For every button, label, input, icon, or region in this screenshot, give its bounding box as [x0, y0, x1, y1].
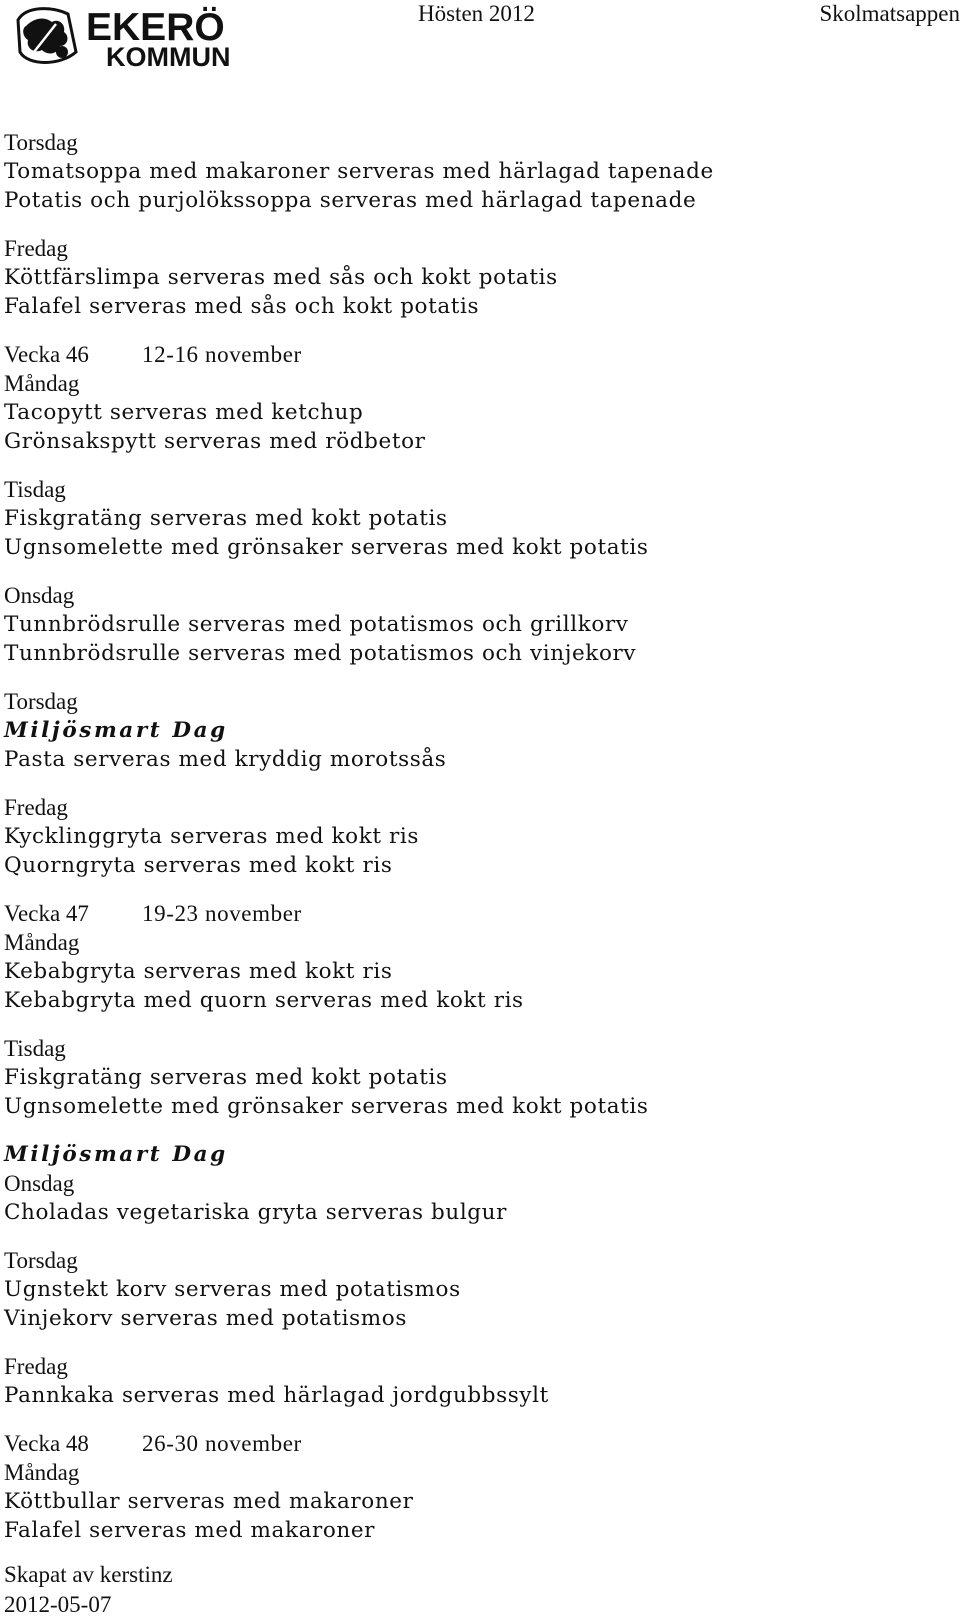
special-day-label: Miljösmart Dag — [4, 718, 228, 743]
special-day-label: Miljösmart Dag — [4, 1142, 228, 1167]
day-block — [4, 475, 944, 562]
logo-line1: EKERÖ — [86, 6, 225, 49]
dish: Ugnstekt korv serveras med potatismos — [4, 1277, 461, 1302]
week-number: Vecka 47 — [4, 901, 89, 926]
day-block — [4, 1140, 944, 1227]
day-block — [4, 369, 944, 456]
day-label: Torsdag — [4, 1248, 78, 1273]
week-header — [4, 340, 944, 369]
day-label: Måndag — [4, 371, 80, 396]
day-block — [4, 1246, 944, 1333]
page-title: Hösten 2012 — [418, 1, 535, 26]
dish: Köttfärslimpa serveras med sås och kokt potatis — [4, 265, 558, 290]
dish: Quorngryta serveras med kokt ris — [4, 853, 393, 878]
dish: Fiskgratäng serveras med kokt potatis — [4, 1065, 448, 1090]
dish: Tomatsoppa med makaroner serveras med härlagad tapenade — [4, 159, 714, 184]
dish: Tacopytt serveras med ketchup — [4, 400, 364, 425]
dish: Köttbullar serveras med makaroner — [4, 1489, 414, 1514]
dish: Pasta serveras med kryddig morotssås — [4, 747, 447, 772]
day-block — [4, 234, 944, 321]
week-number: Vecka 46 — [4, 342, 89, 367]
day-block — [4, 581, 944, 668]
dish: Kycklinggryta serveras med kokt ris — [4, 824, 419, 849]
day-label: Torsdag — [4, 130, 78, 155]
ekero-kommun-logo — [12, 4, 294, 68]
dish: Falafel serveras med makaroner — [4, 1518, 376, 1543]
dish: Potatis och purjolökssoppa serveras med härlagad tapenade — [4, 188, 697, 213]
day-label: Måndag — [4, 1460, 80, 1485]
dish: Ugnsomelette med grönsaker serveras med kokt potatis — [4, 1094, 649, 1119]
day-label: Onsdag — [4, 583, 75, 608]
week-header — [4, 899, 944, 928]
day-block — [4, 793, 944, 880]
menu-list — [4, 128, 944, 1545]
page-header — [0, 0, 960, 80]
created-date: 2012-05-07 — [4, 1592, 112, 1617]
week-number: Vecka 48 — [4, 1431, 89, 1456]
dish: Fiskgratäng serveras med kokt potatis — [4, 506, 448, 531]
day-label: Måndag — [4, 930, 80, 955]
oak-leaf-icon — [18, 9, 76, 63]
dish: Grönsakspytt serveras med rödbetor — [4, 429, 426, 454]
day-label: Fredag — [4, 795, 68, 820]
dish: Falafel serveras med sås och kokt potatis — [4, 294, 480, 319]
dish: Vinjekorv serveras med potatismos — [4, 1306, 407, 1331]
day-label: Fredag — [4, 236, 68, 261]
week-dates: 12-16 november — [142, 342, 302, 367]
week-dates: 19-23 november — [142, 901, 302, 926]
dish: Ugnsomelette med grönsaker serveras med kokt potatis — [4, 535, 649, 560]
day-label: Tisdag — [4, 1036, 66, 1061]
created-by: Skapat av kerstinz — [4, 1562, 173, 1587]
dish: Tunnbrödsrulle serveras med potatismos och grillkorv — [4, 612, 629, 637]
week-dates: 26-30 november — [142, 1431, 302, 1456]
logo-line2: KOMMUN — [106, 42, 231, 68]
day-label: Fredag — [4, 1354, 68, 1379]
app-name: Skolmatsappen — [819, 1, 960, 26]
day-label: Torsdag — [4, 689, 78, 714]
dish: Kebabgryta serveras med kokt ris — [4, 959, 393, 984]
day-block — [4, 1352, 944, 1410]
dish: Choladas vegetariska gryta serveras bulgur — [4, 1200, 507, 1225]
day-block — [4, 1034, 944, 1121]
page-footer — [4, 1560, 173, 1620]
week-header — [4, 1429, 944, 1458]
day-label: Onsdag — [4, 1171, 75, 1196]
day-block — [4, 928, 944, 1015]
dish: Tunnbrödsrulle serveras med potatismos och vinjekorv — [4, 641, 637, 666]
day-block — [4, 687, 944, 774]
day-block — [4, 1458, 944, 1545]
day-block — [4, 128, 944, 215]
dish: Kebabgryta med quorn serveras med kokt ris — [4, 988, 524, 1013]
dish: Pannkaka serveras med härlagad jordgubbssylt — [4, 1383, 549, 1408]
day-label: Tisdag — [4, 477, 66, 502]
